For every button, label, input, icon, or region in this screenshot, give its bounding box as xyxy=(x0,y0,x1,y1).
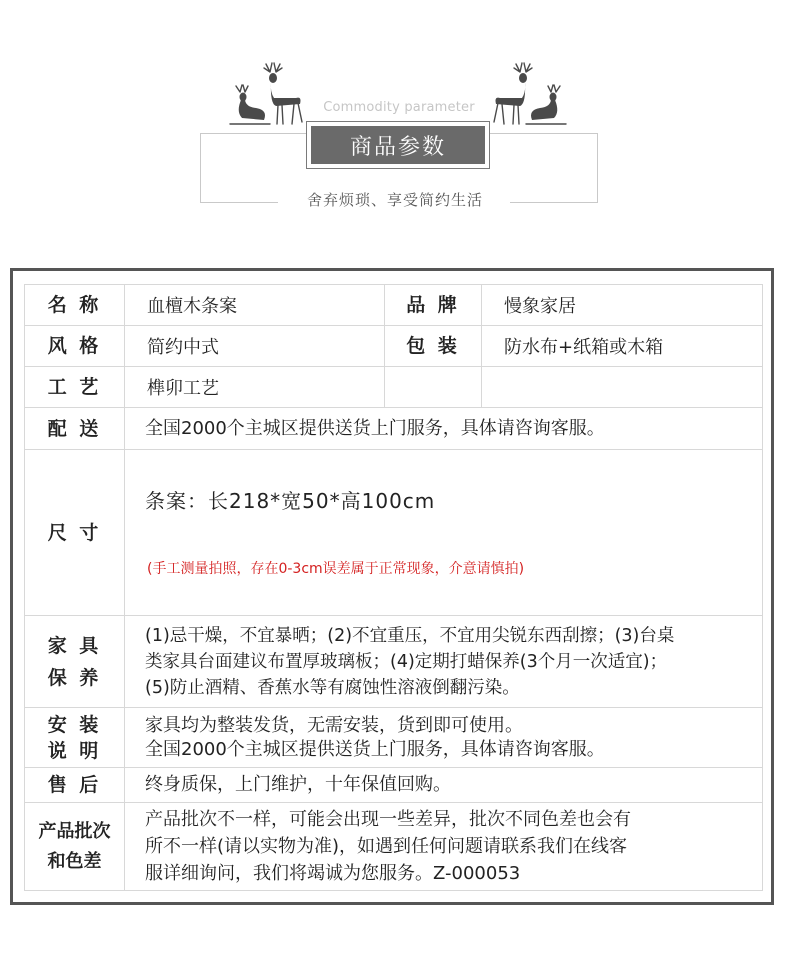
table-row-craft xyxy=(25,367,763,408)
label-care-line2: 保 养 xyxy=(47,666,102,689)
table-row-care xyxy=(25,616,763,708)
value-brand: 慢象家居 xyxy=(482,285,763,326)
label-batch-line1: 产品批次 xyxy=(38,820,111,842)
install-line: 全国2000个主城区提供送货上门服务，具体请咨询客服。 xyxy=(145,738,605,760)
label-install-line2: 说 明 xyxy=(47,739,102,762)
care-line: (1)忌干燥，不宜暴晒；(2)不宜重压，不宜用尖锐东西刮擦；(3)台桌 xyxy=(145,625,675,646)
table-row-name xyxy=(25,285,763,326)
label-batch-line2: 和色差 xyxy=(47,850,102,872)
care-line: 类家具台面建议布置厚玻璃板；(4)定期打蜡保养(3个月一次适宜)； xyxy=(145,651,668,672)
label-install xyxy=(25,708,125,768)
value-batch xyxy=(125,803,763,891)
label-after-sales: 售 后 xyxy=(25,768,125,803)
label-care-line1: 家 具 xyxy=(47,634,102,657)
subtitle-english: Commodity parameter xyxy=(323,100,475,115)
table-row-after-sales xyxy=(25,768,763,803)
table-row-install xyxy=(25,708,763,768)
label-craft: 工 艺 xyxy=(25,367,125,408)
table-row-delivery xyxy=(25,408,763,450)
value-name: 血檀木条案 xyxy=(125,285,385,326)
value-install xyxy=(125,708,763,768)
value-packaging: 防水布+纸箱或木箱 xyxy=(482,326,763,367)
size-dimensions: 条案：长218*宽50*高100cm xyxy=(145,488,436,513)
empty-cell xyxy=(385,367,482,408)
slogan: 舍弃烦琐、享受简约生活 xyxy=(306,191,483,209)
parameter-table xyxy=(24,284,763,891)
size-measurement-note: (手工测量拍照，存在0-3cm误差属于正常现象，介意请慎拍) xyxy=(147,560,525,577)
deer-decoration-left-icon xyxy=(226,62,318,130)
label-packaging: 包 装 xyxy=(385,326,482,367)
value-style: 简约中式 xyxy=(125,326,385,367)
page-title: 商品参数 xyxy=(311,126,485,164)
table-row-size xyxy=(25,450,763,616)
batch-line: 所不一样(请以实物为准)，如遇到任何问题请联系我们在线客 xyxy=(145,836,628,857)
label-name: 名 称 xyxy=(25,285,125,326)
value-care xyxy=(125,616,763,708)
value-craft: 榫卯工艺 xyxy=(125,367,385,408)
batch-line: 服详细询问，我们将竭诚为您服务。Z-000053 xyxy=(145,863,521,884)
label-delivery: 配 送 xyxy=(25,408,125,450)
table-row-style xyxy=(25,326,763,367)
care-line: (5)防止酒精、香蕉水等有腐蚀性溶液倒翻污染。 xyxy=(145,677,520,698)
label-size: 尺 寸 xyxy=(25,450,125,616)
install-line: 家具均为整装发货，无需安装，货到即可使用。 xyxy=(145,714,523,736)
label-brand: 品 牌 xyxy=(385,285,482,326)
batch-line: 产品批次不一样，可能会出现一些差异，批次不同色差也会有 xyxy=(145,809,631,830)
value-delivery: 全国2000个主城区提供送货上门服务，具体请咨询客服。 xyxy=(125,408,763,450)
value-size-cell xyxy=(125,450,763,616)
empty-cell xyxy=(482,367,763,408)
label-care xyxy=(25,616,125,708)
deer-decoration-right-icon xyxy=(478,62,570,130)
value-after-sales: 终身质保，上门维护，十年保值回购。 xyxy=(125,768,763,803)
table-row-batch xyxy=(25,803,763,891)
label-install-line1: 安 装 xyxy=(47,713,102,736)
page-title-box xyxy=(306,121,490,169)
label-batch xyxy=(25,803,125,891)
label-style: 风 格 xyxy=(25,326,125,367)
